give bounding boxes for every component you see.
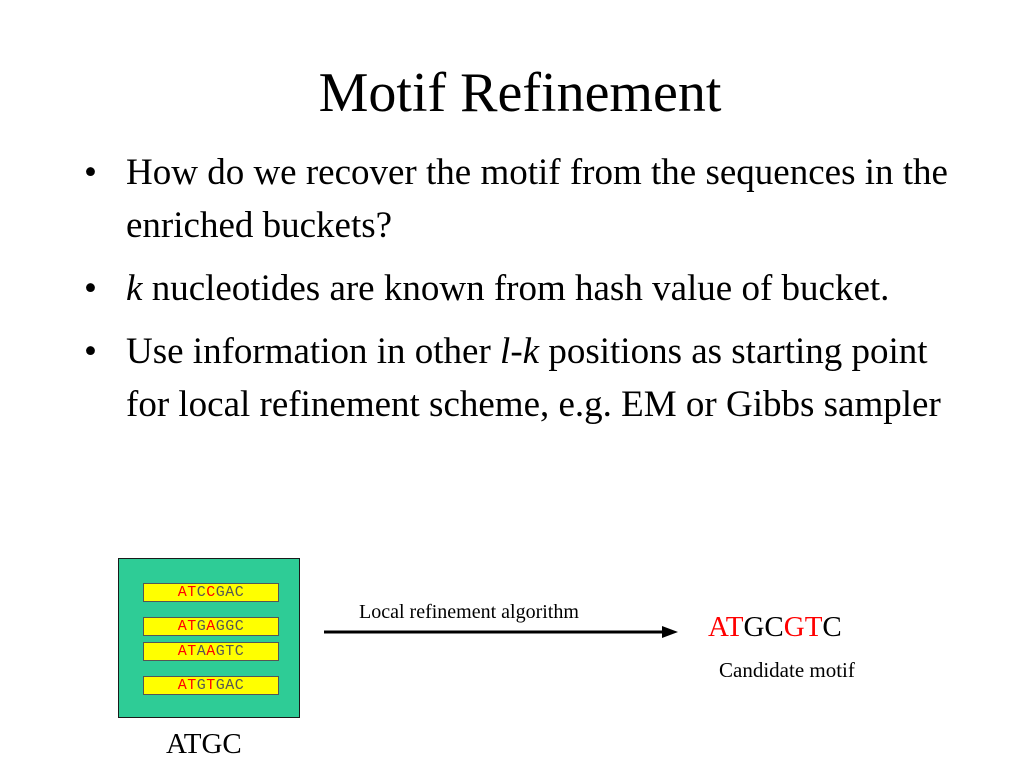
bullet-list (84, 146, 964, 441)
arrow-label: Local refinement algorithm (359, 601, 579, 623)
seq-known-part: A (206, 618, 216, 635)
bullet-dot: • (84, 268, 97, 309)
bucket-label: ATGC (166, 728, 242, 760)
sequence-row (143, 617, 279, 636)
seq-other-part: C (196, 584, 207, 601)
right-arrow-icon (322, 622, 682, 642)
sequence-row (143, 583, 279, 602)
motif-refined-part: GC (743, 611, 784, 643)
seq-other-part: GGC (215, 618, 245, 635)
seq-other-part: GAC (215, 584, 245, 601)
seq-known-part: T (206, 677, 216, 694)
bullet-text: Use information in other (126, 331, 501, 372)
bullet-text: positions as starting point for local refinement scheme, e.g. EM or Gibbs sampler (126, 331, 941, 425)
bullet-variable-k: k (522, 331, 540, 372)
motif-refined-part: C (822, 611, 842, 643)
seq-other-part: GTC (215, 643, 245, 660)
sequence-row (143, 676, 279, 695)
bullet-text: nucleotides are known from hash value of bucket. (142, 268, 890, 309)
motif-caption: Candidate motif (719, 658, 855, 682)
seq-known-part: A (206, 643, 216, 660)
motif-known-part: AT (708, 611, 744, 643)
seq-other-part: G (196, 677, 207, 694)
bullet-variable-k: k (126, 268, 143, 309)
candidate-motif (708, 610, 842, 644)
bullet-variable-l: l (500, 331, 511, 372)
bullet-item (84, 325, 964, 431)
bullet-text: How do we recover the motif from the sequences in the enriched buckets? (126, 152, 948, 246)
bullet-dot: • (84, 331, 97, 372)
seq-other-part: G (196, 618, 207, 635)
bullet-dash: - (510, 331, 523, 372)
seq-known-part: AT (177, 584, 197, 601)
seq-other-part: A (196, 643, 207, 660)
bullet-dot: • (84, 152, 97, 193)
slide-title: Motif Refinement (318, 62, 722, 124)
bullet-item (84, 146, 964, 252)
seq-other-part: GAC (215, 677, 245, 694)
bucket-box (118, 558, 300, 718)
bullet-item (84, 262, 964, 315)
seq-known-part: AT (177, 618, 197, 635)
seq-known-part: AT (177, 677, 197, 694)
sequence-row (143, 642, 279, 661)
seq-known-part: C (206, 584, 216, 601)
motif-known-part: GT (783, 611, 823, 643)
seq-known-part: AT (177, 643, 197, 660)
